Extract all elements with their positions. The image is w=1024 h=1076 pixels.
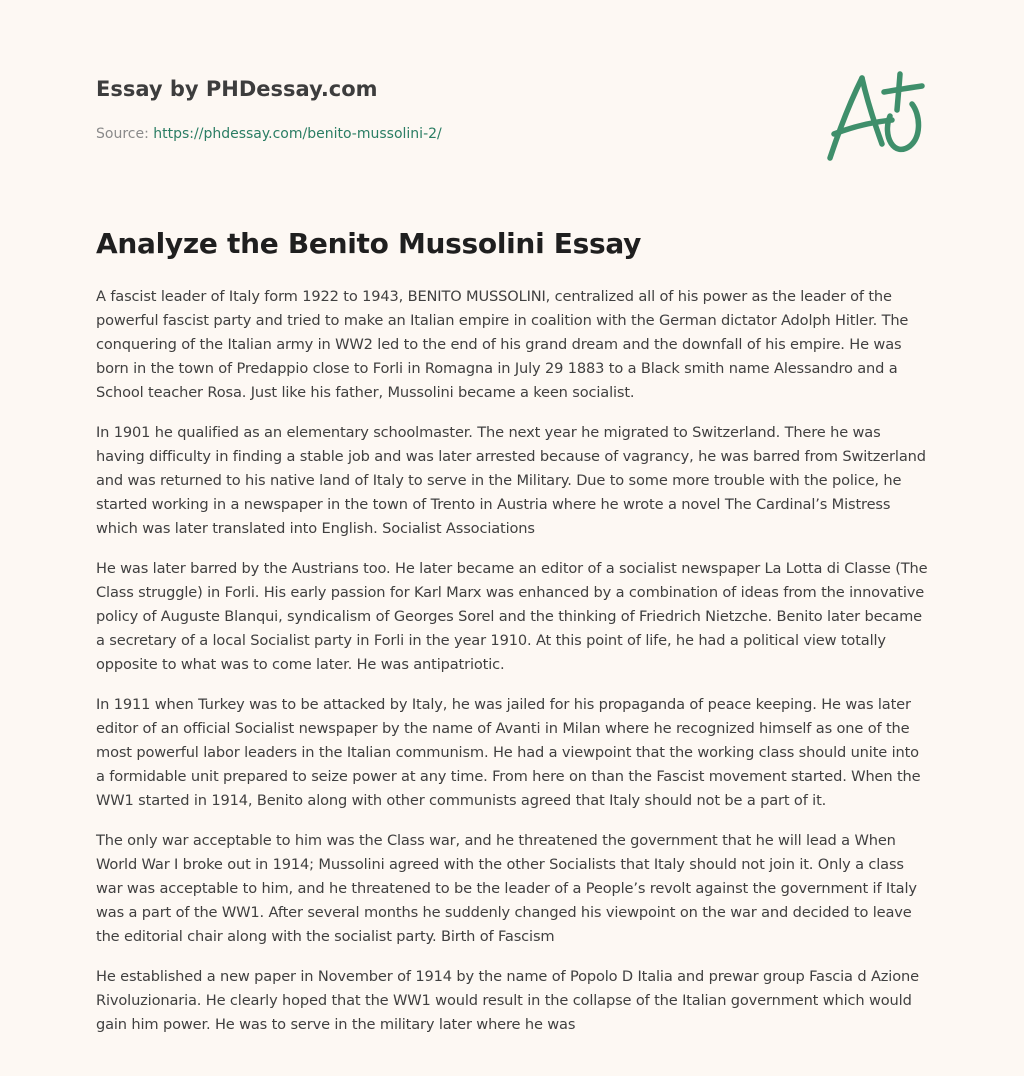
page-header [96, 74, 796, 144]
essay-paragraph: In 1911 when Turkey was to be attacked by Italy, he was jailed for his propaganda of peace keeping. He was later editor of an official Socialist newspaper by the name of Avanti in Milan where he recognized himself as one of the most powerful labor leaders in the Italian communism. He had a viewpoint that the working class should unite into a formidable unit prepared to seize power at any time. From here on than the Fascist movement started. When the WW1 started in 1914, Benito along with other communists agreed that Italy should not be a part of it. [96, 696, 921, 809]
a-plus-logo-icon [820, 64, 930, 168]
site-brand: Essay by PHDessay.com [96, 77, 378, 101]
essay-paragraph: The only war acceptable to him was the Class war, and he threatened the government that he will lead a When World War I broke out in 1914; Mussolini agreed with the other Socialists that Italy should not join it. Only a class war was acceptable to him, and he threatened to be the leader of a People’s revolt against the government if Italy was a part of the WW1. After several months he suddenly changed his viewpoint on the war and decided to leave the editorial chair along with the socialist party. Birth of Fascism [96, 832, 917, 945]
essay-paragraph: He was later barred by the Austrians too. He later became an editor of a socialist newspaper La Lotta di Classe (The Class struggle) in Forli. His early passion for Karl Marx was enhanced by a combination of ideas from the innovative policy of Auguste Blanqui, syndicalism of Georges Sorel and the thinking of Friedrich Nietzche. Benito later became a secretary of a local Socialist party in Forli in the year 1910. At this point of life, he had a political view totally opposite to what was to come later. He was antipatriotic. [96, 560, 928, 673]
essay-paragraph: In 1901 he qualified as an elementary schoolmaster. The next year he migrated to Switzerland. There he was having difficulty in finding a stable job and was later arrested because of vagrancy, he was barred from Switzerland and was returned to his native land of Italy to serve in the Military. Due to some more trouble with the police, he started working in a newspaper in the town of Trento in Austria where he wrote a novel The Cardinal’s Mistress which was later translated into English. Socialist Associations [96, 424, 926, 537]
source-line [96, 124, 796, 144]
essay-body [96, 285, 932, 1053]
source-link[interactable]: https://phdessay.com/benito-mussolini-2/ [153, 126, 442, 142]
essay-paragraph: He established a new paper in November of 1914 by the name of Popolo D Italia and prewar group Fascia d Azione Rivoluzionaria. He clearly hoped that the WW1 would result in the collapse of the Italian government which would gain him power. He was to serve in the military later where he was [96, 968, 919, 1033]
essay-title: Analyze the Benito Mussolini Essay [96, 227, 642, 260]
source-label: Source: [96, 126, 154, 142]
essay-paragraph: A fascist leader of Italy form 1922 to 1943, BENITO MUSSOLINI, centralized all of his power as the leader of the powerful fascist party and tried to make an Italian empire in coalition with the German dictator Adolph Hitler. The conquering of the Italian army in WW2 led to the end of his grand dream and the downfall of his empire. He was born in the town of Predappio close to Forli in Romagna in July 29 1883 to a Black smith name Alessandro and a School teacher Rosa. Just like his father, Mussolini became a keen socialist. [96, 288, 909, 401]
